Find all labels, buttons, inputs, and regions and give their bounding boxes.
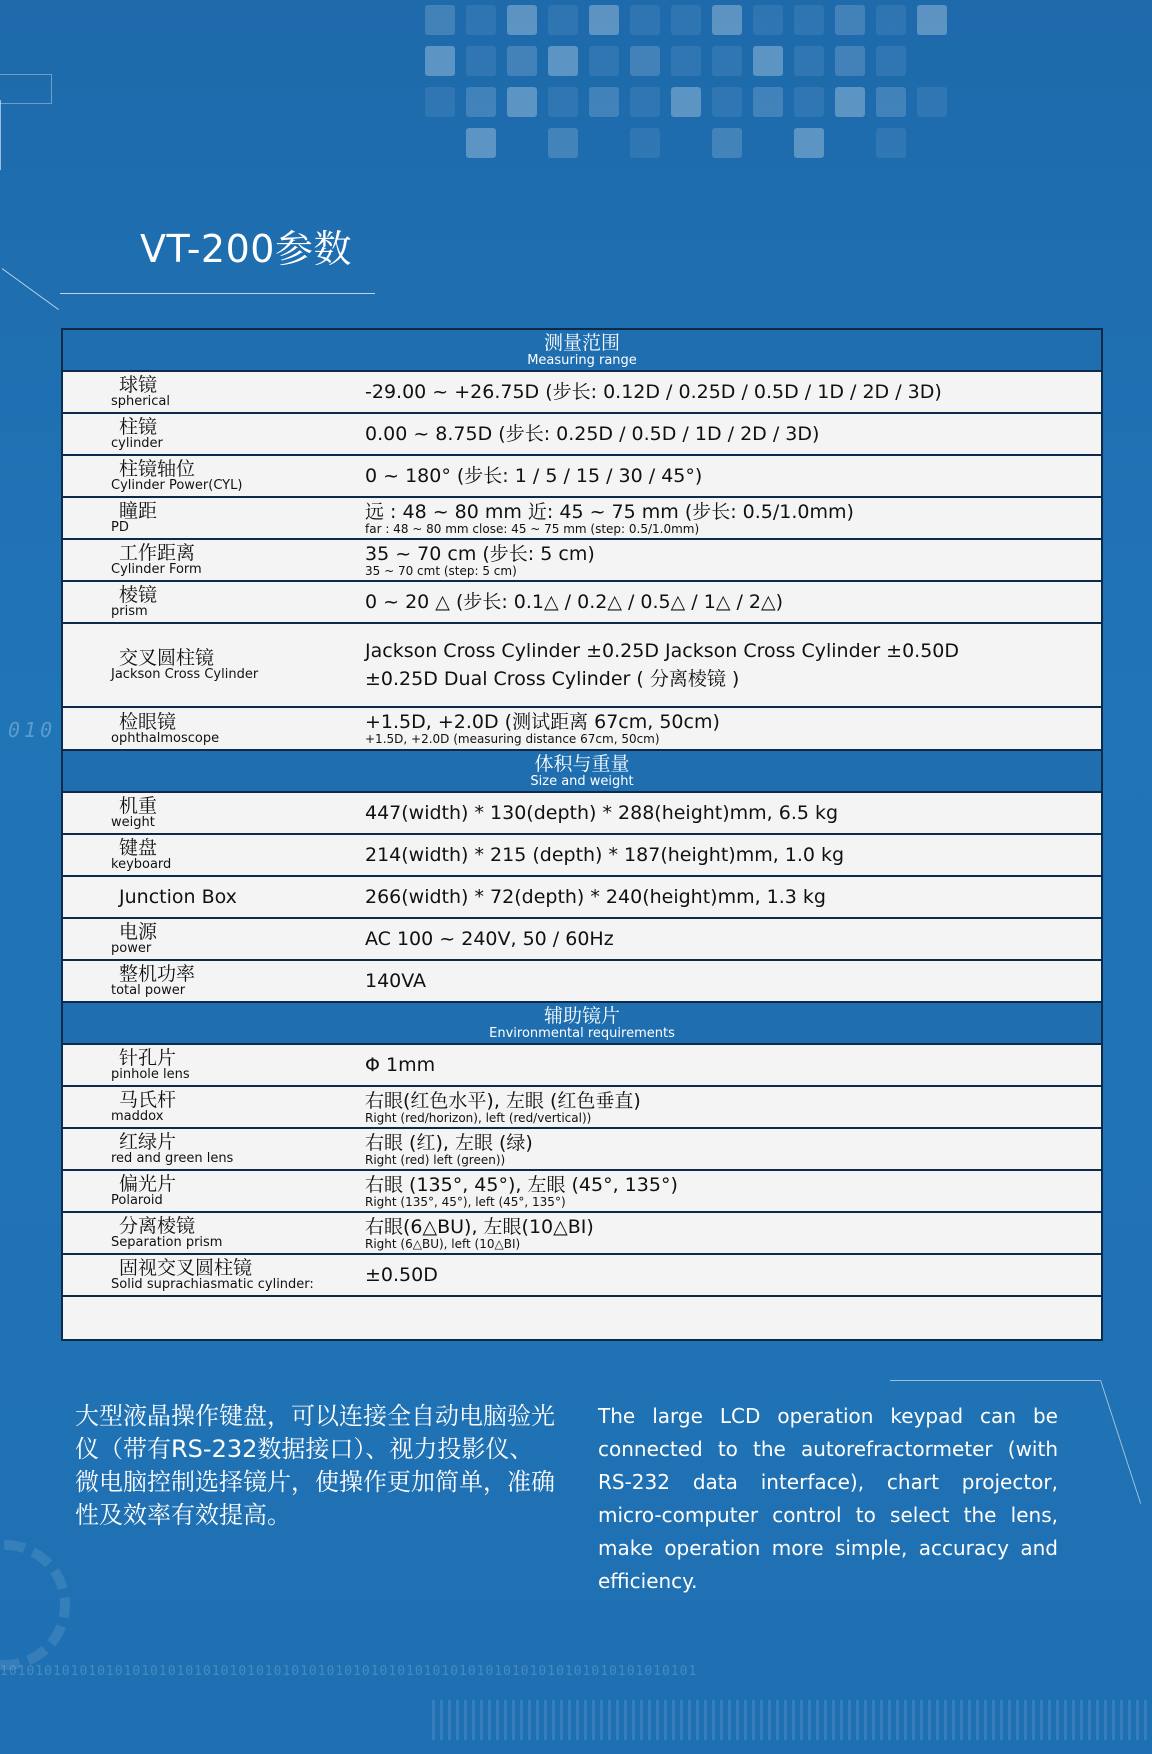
- decorative-square: [794, 5, 824, 35]
- side-binary-decor: 010: [8, 718, 57, 742]
- decorative-square: [671, 87, 701, 117]
- spec-label: [63, 498, 365, 538]
- spec-label: [63, 1213, 365, 1253]
- spec-row: [63, 1129, 1101, 1171]
- spec-label-en: Cylinder Form: [111, 562, 202, 577]
- spec-label: [63, 877, 365, 917]
- spec-row: [63, 919, 1101, 961]
- spec-value: [365, 1087, 1101, 1127]
- spec-row: [63, 498, 1101, 540]
- page-title: VT-200参数: [140, 227, 352, 271]
- decorative-line: [0, 100, 1, 170]
- spec-label-zh: 柱镜轴位: [119, 458, 196, 480]
- decorative-square: [425, 87, 455, 117]
- decorative-square: [630, 46, 660, 76]
- spec-value-main: 140VA: [365, 970, 427, 992]
- spec-value: [365, 835, 1101, 875]
- spec-value: [365, 961, 1101, 1001]
- spec-label: [63, 793, 365, 833]
- section-title: 测量范围: [543, 331, 620, 354]
- spec-row: [63, 877, 1101, 919]
- decorative-square: [712, 46, 742, 76]
- spec-value-main: 0.00 ~ 8.75D (步长: 0.25D / 0.5D / 1D / 2D / 3D): [365, 423, 820, 445]
- spec-label: [63, 1255, 365, 1295]
- spec-label-zh: 马氏杆: [119, 1089, 177, 1111]
- decorative-square: [630, 128, 660, 158]
- section-header: [63, 330, 1101, 372]
- barcode-decor: [432, 1700, 1152, 1740]
- spec-row: [63, 1213, 1101, 1255]
- spec-label-zh: 针孔片: [119, 1047, 177, 1069]
- spec-label-en: Jackson Cross Cylinder: [111, 667, 259, 682]
- spec-label-en: Separation prism: [111, 1235, 223, 1250]
- spec-value-sub: far : 48 ~ 80 mm close: 45 ~ 75 mm (step: 0.5/1.0mm): [365, 521, 700, 536]
- decorative-square: [548, 46, 578, 76]
- spec-value: [365, 372, 1101, 412]
- decorative-square: [466, 87, 496, 117]
- spec-label: [63, 582, 365, 622]
- decorative-square: [548, 87, 578, 117]
- spec-value: [365, 1045, 1101, 1085]
- spec-value: [365, 414, 1101, 454]
- spec-value-main: -29.00 ~ +26.75D (步长: 0.12D / 0.25D / 0.5D / 1D / 2D / 3D): [365, 381, 942, 403]
- spec-label-zh: 固视交叉圆柱镜: [119, 1257, 253, 1279]
- spec-label-en: keyboard: [111, 857, 172, 872]
- spec-value-sub: Right (red) left (green)): [365, 1152, 506, 1167]
- spec-value-main: 214(width) * 215 (depth) * 187(height)mm, 1.0 kg: [365, 844, 845, 866]
- spec-value-main: 0 ~ 20 △ (步长: 0.1△ / 0.2△ / 0.5△ / 1△ / 2△): [365, 591, 784, 613]
- spec-label: [63, 835, 365, 875]
- decorative-square: [753, 87, 783, 117]
- spec-value: [365, 498, 1101, 538]
- spec-label-zh: 红绿片: [119, 1131, 177, 1153]
- decorative-square: [466, 5, 496, 35]
- spec-row: [63, 372, 1101, 414]
- spec-row: [63, 582, 1101, 624]
- spec-value-main: 右眼 (135°, 45°), 左眼 (45°, 135°): [365, 1173, 678, 1196]
- spec-value: [365, 708, 1101, 749]
- decorative-square: [466, 128, 496, 158]
- decorative-line: [890, 1380, 1100, 1381]
- spec-value-main: AC 100 ~ 240V, 50 / 60Hz: [365, 928, 614, 950]
- spec-label-zh: 电源: [119, 921, 158, 943]
- decorative-square: [712, 5, 742, 35]
- spec-label-en: cylinder: [111, 436, 163, 451]
- spec-value-sub: Right (red/horizon), left (red/vertical)): [365, 1110, 592, 1125]
- decorative-square: [835, 87, 865, 117]
- spec-label-zh: Junction Box: [119, 886, 237, 908]
- section-header: [63, 751, 1101, 793]
- section-subtitle: Size and weight: [530, 773, 634, 789]
- spec-label: [63, 1171, 365, 1211]
- decorative-square: [507, 87, 537, 117]
- decorative-square: [671, 46, 701, 76]
- empty-row: [63, 1297, 1101, 1339]
- spec-label: [63, 540, 365, 580]
- spec-label: [63, 919, 365, 959]
- title-underline: [60, 293, 375, 294]
- spec-row: [63, 414, 1101, 456]
- spec-label: [63, 414, 365, 454]
- spec-row: [63, 1087, 1101, 1129]
- spec-label-en: pinhole lens: [111, 1067, 190, 1082]
- spec-label: [63, 456, 365, 496]
- spec-value-main: Φ 1mm: [365, 1054, 436, 1076]
- spec-value: [365, 456, 1101, 496]
- decorative-square: [507, 46, 537, 76]
- decorative-square: [589, 5, 619, 35]
- spec-label-en: maddox: [111, 1109, 164, 1124]
- spec-label: [63, 1045, 365, 1085]
- section-subtitle: Measuring range: [527, 352, 637, 368]
- decorative-square: [548, 128, 578, 158]
- spec-label-zh: 球镜: [119, 374, 158, 396]
- decorative-square: [794, 128, 824, 158]
- spec-value: [365, 877, 1101, 917]
- spec-value-main: 远 : 48 ~ 80 mm 近: 45 ~ 75 mm (步长: 0.5/1.0mm): [365, 500, 854, 523]
- spec-label: [63, 1129, 365, 1169]
- spec-label-en: PD: [111, 520, 129, 535]
- spec-value-main: 0 ~ 180° (步长: 1 / 5 / 15 / 30 / 45°): [365, 465, 703, 487]
- spec-value-main: 35 ~ 70 cm (步长: 5 cm): [365, 542, 595, 565]
- spec-value-sub: +1.5D, +2.0D (measuring distance 67cm, 50cm): [365, 732, 660, 746]
- description-chinese: 大型液晶操作键盘，可以连接全自动电脑验光仪（带有RS-232数据接口）、视力投影仪、微电脑控制选择镜片，使操作更加简单，准确性及效率有效提高。: [75, 1402, 555, 1529]
- spec-row: [63, 835, 1101, 877]
- decorative-square: [630, 5, 660, 35]
- spec-row: [63, 1045, 1101, 1087]
- decorative-square: [876, 5, 906, 35]
- spec-label-en: prism: [111, 604, 148, 619]
- spec-value-main: ±0.50D: [365, 1264, 438, 1286]
- spec-label-zh: 棱镜: [119, 584, 158, 606]
- decorative-square: [712, 87, 742, 117]
- spec-label: [63, 961, 365, 1001]
- decorative-square: [917, 87, 947, 117]
- spec-value-sub: 35 ~ 70 cmt (step: 5 cm): [365, 563, 517, 578]
- spec-label-zh: 柱镜: [119, 416, 158, 438]
- spec-label-en: ophthalmoscope: [111, 730, 220, 746]
- spec-label-zh: 瞳距: [119, 500, 158, 522]
- spec-row: [63, 540, 1101, 582]
- description-english: The large LCD operation keypad can be connected to the autorefractormeter (with RS-232 data interface), chart projector, micro-computer control to select the lens, make operation more simple, accuracy and efficiency.: [598, 1404, 1058, 1593]
- spec-value: [365, 1213, 1101, 1253]
- spec-label-zh: 分离棱镜: [119, 1215, 196, 1237]
- decorative-square: [630, 87, 660, 117]
- spec-value-main: 447(width) * 130(depth) * 288(height)mm, 6.5 kg: [365, 802, 839, 824]
- spec-label-zh: 工作距离: [119, 542, 196, 564]
- decorative-square: [548, 5, 578, 35]
- section-title: 体积与重量: [534, 752, 630, 775]
- spec-value: [365, 793, 1101, 833]
- spec-label-zh: 整机功率: [119, 963, 196, 985]
- spec-label-zh: 键盘: [119, 837, 158, 859]
- spec-label-en: spherical: [111, 394, 170, 409]
- spec-label-en: Solid suprachiasmatic cylinder:: [111, 1277, 314, 1292]
- decorative-square: [507, 5, 537, 35]
- spec-value-main: 266(width) * 72(depth) * 240(height)mm, 1.3 kg: [365, 886, 826, 908]
- spec-value: [365, 1171, 1101, 1211]
- spec-label: [63, 1087, 365, 1127]
- spec-label-zh: 交叉圆柱镜: [119, 647, 215, 669]
- spec-value: [365, 919, 1101, 959]
- decorative-square: [466, 46, 496, 76]
- spec-label: [63, 624, 365, 706]
- decorative-square: [876, 128, 906, 158]
- decorative-square: [589, 46, 619, 76]
- spec-value-main: 右眼(6△BU), 左眼(10△BI): [365, 1215, 594, 1238]
- spec-value: [365, 1129, 1101, 1169]
- spec-value-main-line2: ±0.25D Dual Cross Cylinder ( 分离棱镜 ): [365, 668, 740, 690]
- decorative-square: [794, 46, 824, 76]
- spec-value-sub: Right (135°, 45°), left (45°, 135°): [365, 1194, 566, 1209]
- spec-label-en: Cylinder Power(CYL): [111, 478, 243, 493]
- decorative-square: [753, 46, 783, 76]
- spec-label: [63, 372, 365, 412]
- spec-value-sub: Right (6△BU), left (10△BI): [365, 1236, 521, 1251]
- spec-label-en: power: [111, 941, 152, 956]
- spec-value: [365, 1255, 1101, 1295]
- decorative-square: [589, 87, 619, 117]
- section-subtitle: Environmental requirements: [489, 1025, 675, 1041]
- decorative-frame: [0, 74, 52, 104]
- decorative-square: [876, 46, 906, 76]
- spec-value-main: 右眼(红色水平), 左眼 (红色垂直): [365, 1089, 641, 1112]
- spec-row: [63, 1171, 1101, 1213]
- spec-label-en: weight: [111, 815, 155, 830]
- decorative-square: [917, 5, 947, 35]
- decorative-square: [835, 5, 865, 35]
- spec-label-en: total power: [111, 983, 186, 998]
- spec-row: [63, 624, 1101, 708]
- spec-table: [61, 328, 1103, 1341]
- section-header: [63, 1003, 1101, 1045]
- spec-label-zh: 偏光片: [119, 1173, 177, 1195]
- binary-strip-decor: 1010101010101010101010101010101010101010101010101010101010101010101010101010101: [0, 1664, 698, 1679]
- spec-row: [63, 708, 1101, 751]
- spec-label-zh: 检眼镜: [119, 710, 177, 733]
- spec-row: [63, 1255, 1101, 1297]
- spec-value: [365, 540, 1101, 580]
- decorative-squares: [425, 0, 1152, 145]
- spec-value-main: Jackson Cross Cylinder ±0.25D Jackson Cross Cylinder ±0.50D: [365, 640, 960, 662]
- spec-label-en: Polaroid: [111, 1193, 163, 1208]
- decorative-square: [671, 5, 701, 35]
- spec-value-main: +1.5D, +2.0D (测试距离 67cm, 50cm): [365, 711, 720, 733]
- spec-value: [365, 582, 1101, 622]
- spec-row: [63, 793, 1101, 835]
- decorative-square: [876, 87, 906, 117]
- spec-label-zh: 机重: [119, 795, 158, 817]
- decorative-square: [425, 46, 455, 76]
- decorative-square: [835, 46, 865, 76]
- decorative-square: [425, 5, 455, 35]
- decorative-square: [712, 128, 742, 158]
- spec-value-main: 右眼 (红), 左眼 (绿): [365, 1131, 533, 1154]
- decorative-square: [753, 5, 783, 35]
- spec-row: [63, 456, 1101, 498]
- spec-label-en: red and green lens: [111, 1151, 234, 1166]
- spec-row: [63, 961, 1101, 1003]
- section-title: 辅助镜片: [543, 1004, 620, 1027]
- spec-value: [365, 624, 1101, 706]
- decorative-square: [794, 87, 824, 117]
- spec-label: [63, 708, 365, 749]
